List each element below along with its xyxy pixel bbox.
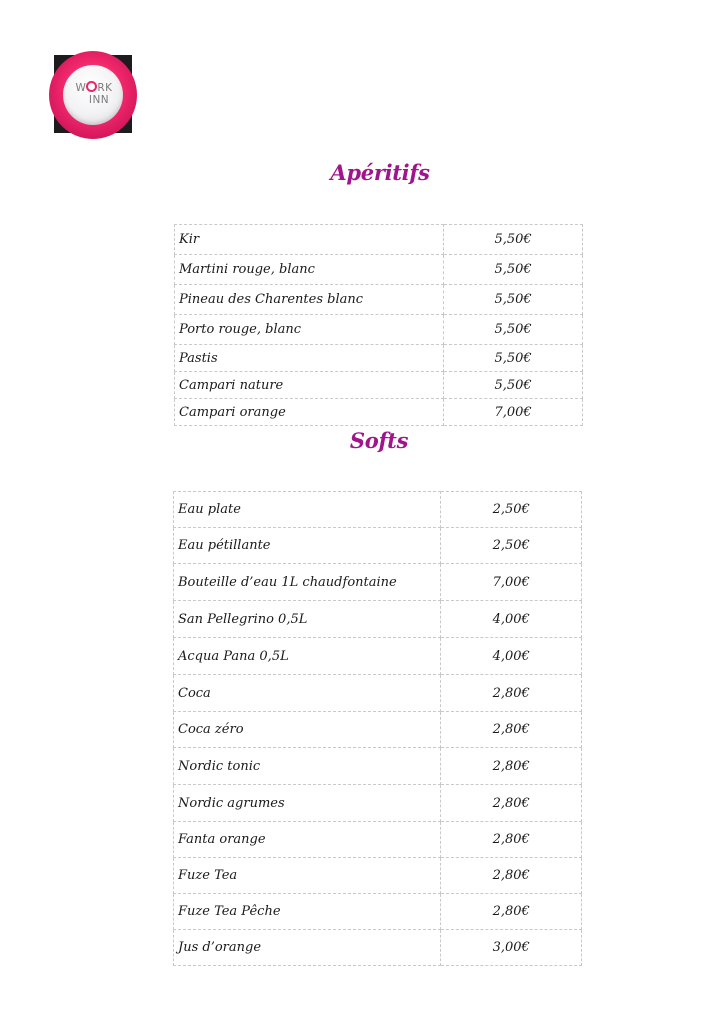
logo-o-ring-icon [86,81,97,92]
item-price: 5,50€ [444,225,583,255]
table-row [174,492,582,528]
table-row [174,930,582,966]
table-row [174,894,582,930]
item-price: 5,50€ [444,255,583,285]
table-row [175,255,583,285]
item-name: Coca zéro [174,712,441,748]
logo-letter-w: W [75,82,87,94]
table-row [174,601,582,638]
table-row [175,225,583,255]
item-price: 5,50€ [444,345,583,372]
item-price: 2,80€ [441,894,582,930]
table-row [174,675,582,712]
logo-ring [49,51,137,139]
item-name: Jus d’orange [174,930,441,966]
item-price: 5,50€ [444,285,583,315]
section-title-softs: Softs [349,428,409,453]
logo-disc [63,65,123,125]
item-name: Fanta orange [174,822,441,858]
item-name: Campari nature [175,372,444,399]
item-name: Porto rouge, blanc [175,315,444,345]
item-price: 2,50€ [441,528,582,564]
item-price: 3,00€ [441,930,582,966]
item-price: 7,00€ [444,399,583,426]
item-price: 4,00€ [441,601,582,638]
table-row [174,712,582,748]
table-row [175,345,583,372]
item-price: 2,80€ [441,822,582,858]
logo-line-2: INN [88,94,110,106]
item-name: Kir [175,225,444,255]
item-name: Eau pétillante [174,528,441,564]
work-inn-logo [54,55,132,133]
table-row [175,315,583,345]
item-price: 2,80€ [441,785,582,822]
item-price: 7,00€ [441,564,582,601]
aperitifs-price-table [174,224,583,426]
table-row [174,528,582,564]
item-name: Martini rouge, blanc [175,255,444,285]
logo-text [63,81,123,106]
table-row [174,564,582,601]
table-row [174,785,582,822]
item-name: Fuze Tea [174,858,441,894]
item-name: San Pellegrino 0,5L [174,601,441,638]
item-name: Nordic tonic [174,748,441,785]
item-name: Bouteille d’eau 1L chaudfontaine [174,564,441,601]
item-price: 4,00€ [441,638,582,675]
section-title-aperitifs: Apéritifs [330,160,430,185]
softs-price-table [173,491,582,966]
item-name: Pastis [175,345,444,372]
item-price: 2,50€ [441,492,582,528]
item-name: Eau plate [174,492,441,528]
item-price: 5,50€ [444,372,583,399]
table-row [174,748,582,785]
table-row [175,285,583,315]
item-price: 2,80€ [441,858,582,894]
table-row [175,372,583,399]
item-name: Acqua Pana 0,5L [174,638,441,675]
item-price: 2,80€ [441,712,582,748]
item-price: 2,80€ [441,748,582,785]
item-price: 2,80€ [441,675,582,712]
logo-line-1 [63,81,123,94]
table-row [174,638,582,675]
logo-letters-rk: RK [97,82,113,94]
table-row [174,822,582,858]
item-name: Fuze Tea Pêche [174,894,441,930]
item-name: Campari orange [175,399,444,426]
item-name: Nordic agrumes [174,785,441,822]
item-name: Pineau des Charentes blanc [175,285,444,315]
table-row [175,399,583,426]
item-name: Coca [174,675,441,712]
table-row [174,858,582,894]
item-price: 5,50€ [444,315,583,345]
